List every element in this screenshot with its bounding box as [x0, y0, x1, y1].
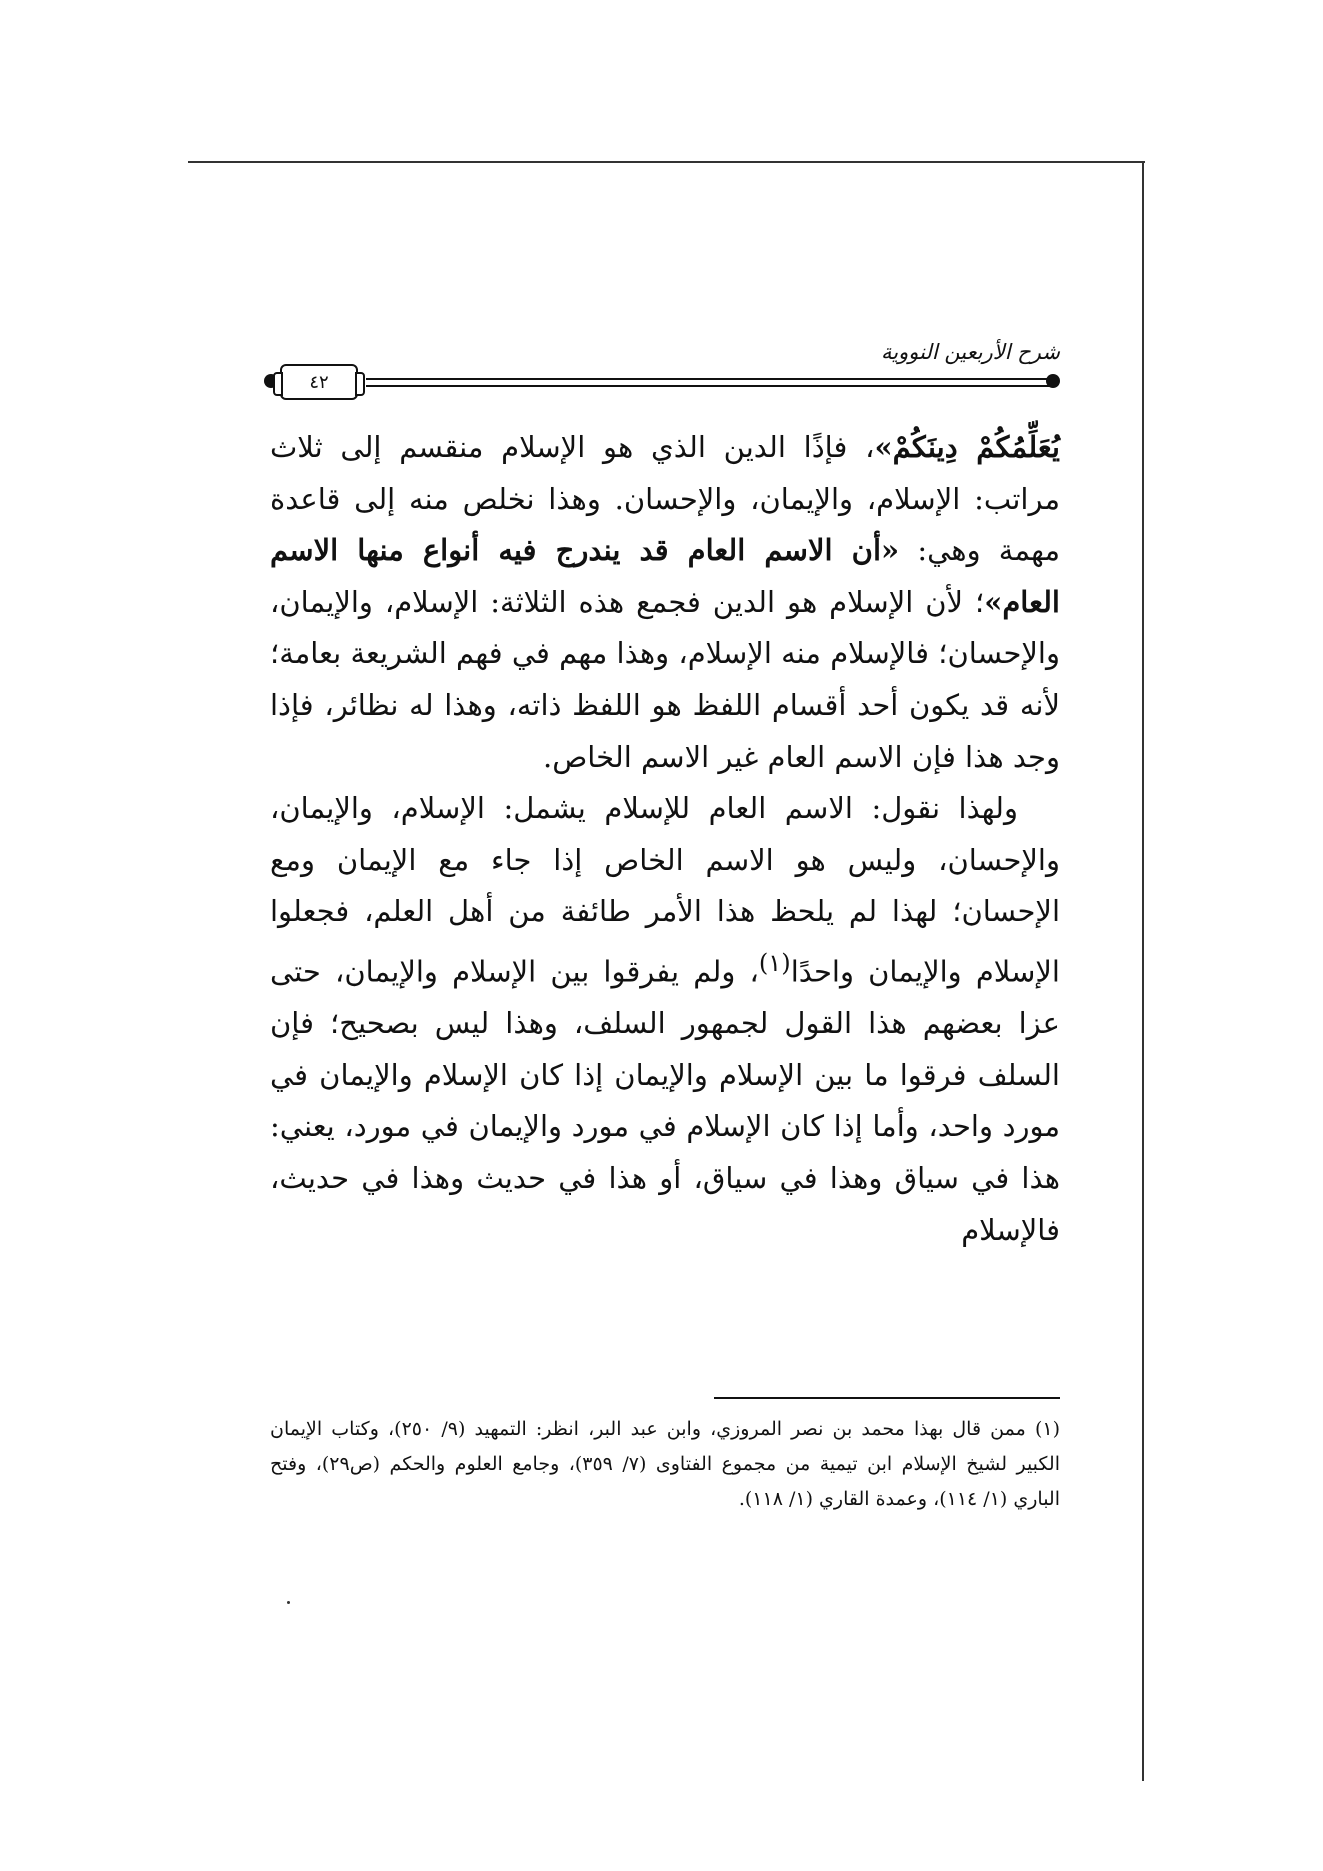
- header-rule-top: [366, 378, 1050, 380]
- footnote-separator: [714, 1397, 1060, 1399]
- page-number: [280, 364, 358, 400]
- rule-statement: «أن الاسم العام قد يندرج فيه أنواع منها الاسم العام»: [270, 533, 1060, 619]
- running-header: [270, 340, 1060, 410]
- paragraph-2-text-b: ، ولم يفرقوا بين الإسلام والإيمان، حتى عزا بعضهم هذا القول لجمهور السلف، وهذا ليس بصحيح؛ فإن السلف فرقوا ما بين الإسلام والإيمان إذا كان الإسلام والإيمان في مورد واحد، وأما إذا كان الإسلام في مورد والإيمان في مورد، يعني: هذا في سياق وهذا في سياق، أو هذا في حديث وهذا في حديث، فالإسلام: [270, 954, 1060, 1247]
- running-header-title: شرح الأربعين النووية: [880, 340, 1060, 364]
- page-frame-right-border: [1142, 161, 1144, 1781]
- footnotes: [270, 1412, 1060, 1517]
- hadith-quote: يُعَلِّمُكُمْ دِينَكُمْ»: [874, 430, 1060, 464]
- paragraph-2-text-a: ولهذا نقول: الاسم العام للإسلام يشمل: الإسلام، والإيمان، والإحسان، وليس هو الاسم الخاص إذا جاء مع الإيمان ومع الإحسان؛ لهذا لم يلحظ هذا الأمر طائفة من أهل العلم، فجعلوا الإسلام والإيمان واحدًا: [270, 791, 1060, 989]
- paragraph-1: [270, 422, 1060, 783]
- scan-speck: [287, 1601, 290, 1604]
- footnote-1: (١) ممن قال بهذا محمد بن نصر المروزي، وابن عبد البر، انظر: التمهيد (٩/ ٢٥٠)، وكتاب الإيمان الكبير لشيخ الإسلام ابن تيمية من مجموع الفتاوى (٧/ ٣٥٩)، وجامع العلوم والحكم (ص٢٩)، وفتح الباري (١/ ١١٤)، وعمدة القاري (١/ ١١٨).: [270, 1418, 1060, 1510]
- header-ornament-dot-right: [1046, 374, 1060, 388]
- page-frame-top-border: [188, 161, 1145, 163]
- paragraph-2: [270, 783, 1060, 1256]
- paragraph-1-text-a: ، فإذًا الدين الذي هو الإسلام منقسم إلى ثلاث مراتب: الإسلام، والإيمان، والإحسان. وهذا نخلص منه إلى قاعدة مهمة وهي:: [270, 430, 1060, 568]
- header-rule-bottom: [366, 385, 1050, 387]
- paragraph-1-text-b: ؛ لأن الإسلام هو الدين فجمع هذه الثلاثة: الإسلام، والإيمان، والإحسان؛ فالإسلام منه الإسلام، وهذا مهم في فهم الشريعة بعامة؛ لأنه قد يكون أحد أقسام اللفظ هو اللفظ ذاته، وهذا له نظائر، فإذا وجد هذا فإن الاسم العام غير الاسم الخاص.: [270, 584, 1060, 774]
- page-number-text: ٤٢: [309, 371, 329, 393]
- footnote-reference[interactable]: (١): [758, 948, 791, 977]
- main-text: [270, 422, 1060, 1256]
